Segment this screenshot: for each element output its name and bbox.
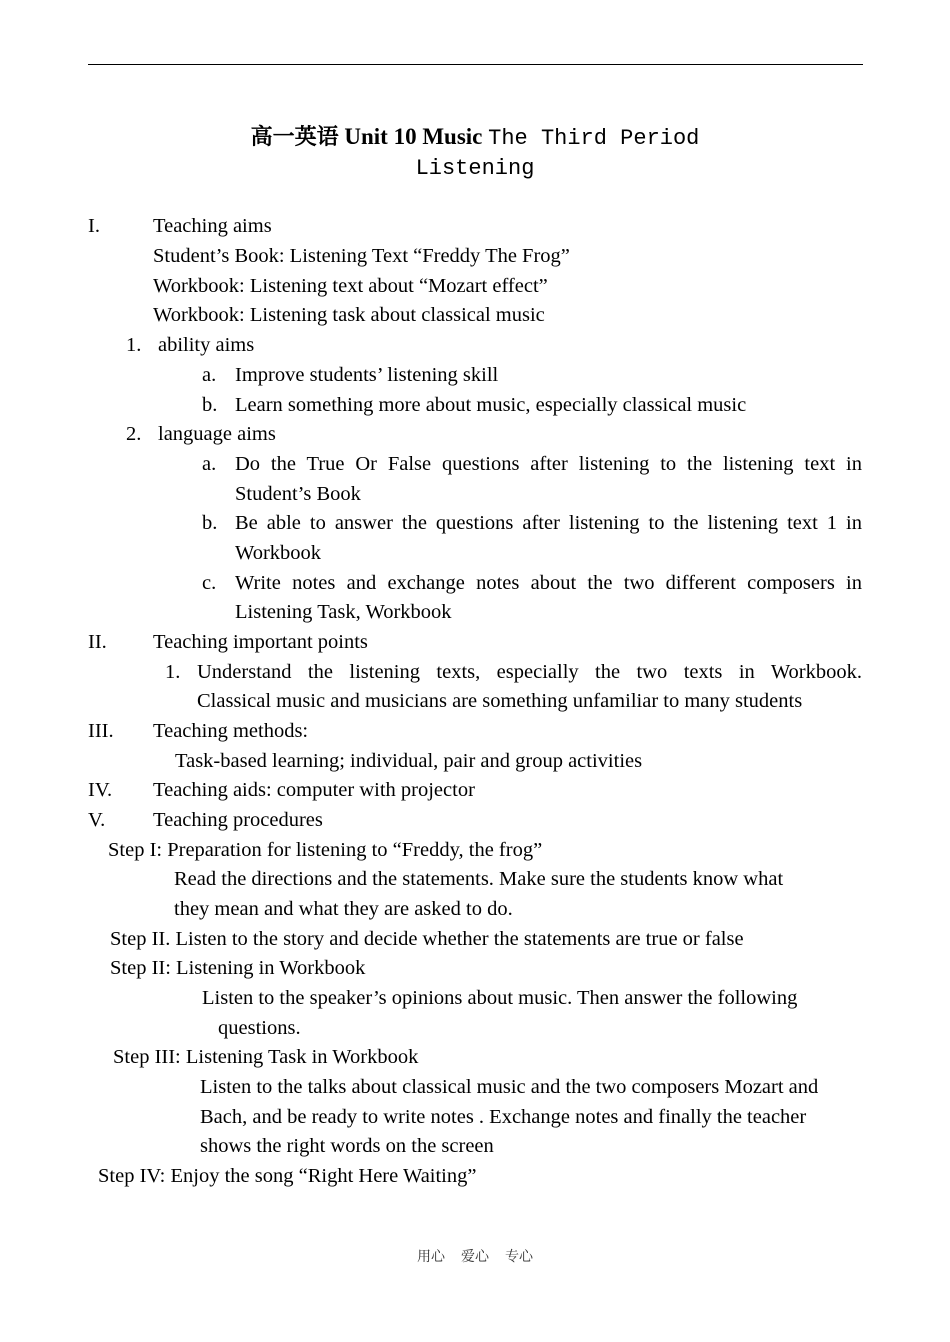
language-c-text-2: Listening Task, Workbook xyxy=(235,601,452,623)
section-5-heading: Teaching procedures xyxy=(153,809,323,831)
step-3-detail-2: Bach, and be ready to write notes . Exchange notes and finally the teacher xyxy=(200,1106,807,1128)
points-item-number: 1. xyxy=(165,661,181,683)
step-1-heading: Step I: Preparation for listening to “Freddy, the frog” xyxy=(108,839,543,861)
title-chinese: 高一英语 xyxy=(250,125,339,150)
step-1-detail-1: Read the directions and the statements. Make sure the students know what xyxy=(174,868,784,890)
language-c-marker: c. xyxy=(202,572,217,594)
ability-a-marker: a. xyxy=(202,364,217,386)
section-1-number: I. xyxy=(88,215,100,237)
step-2b-detail-1: Listen to the speaker’s opinions about music. Then answer the following xyxy=(202,987,798,1009)
step-3-detail-3: shows the right words on the screen xyxy=(200,1135,494,1157)
step-2b-detail-2: questions. xyxy=(218,1017,301,1039)
step-1-detail-2: they mean and what they are asked to do. xyxy=(174,898,513,920)
page-subtitle xyxy=(0,152,950,184)
page-footer xyxy=(0,1246,950,1266)
section-2-number: II. xyxy=(88,631,107,653)
points-item-text-1: Understand the listening texts, especially the two texts in Workbook. xyxy=(197,661,862,683)
language-a-text-1: Do the True Or False questions after listening to the listening text in xyxy=(235,453,862,475)
language-c-text-1: Write notes and exchange notes about the two different composers in xyxy=(235,572,862,594)
section-3-heading: Teaching methods: xyxy=(153,720,309,742)
section-5-number: V. xyxy=(88,809,106,831)
footer-word-3: 专心 xyxy=(505,1249,533,1265)
section-3-number: III. xyxy=(88,720,114,742)
points-item-text-2: Classical music and musicians are something unfamiliar to many students xyxy=(197,690,803,712)
language-aims-heading: language aims xyxy=(158,423,276,445)
step-3-heading: Step III: Listening Task in Workbook xyxy=(113,1046,419,1068)
ability-aims-number: 1. xyxy=(126,334,142,356)
aims-line-3: Workbook: Listening task about classical music xyxy=(153,304,545,326)
ability-a-text: Improve students’ listening skill xyxy=(235,364,499,386)
ability-b-text: Learn something more about music, especially classical music xyxy=(235,394,747,416)
section-4-number: IV. xyxy=(88,779,113,801)
header-rule xyxy=(88,64,863,65)
section-2-heading: Teaching important points xyxy=(153,631,368,653)
language-b-text-2: Workbook xyxy=(235,542,322,564)
section-4-heading: Teaching aids: computer with projector xyxy=(153,779,475,801)
footer-word-2: 爱心 xyxy=(461,1249,489,1265)
language-b-text-1: Be able to answer the questions after listening to the listening text 1 in xyxy=(235,512,862,534)
ability-aims-heading: ability aims xyxy=(158,334,255,356)
methods-text: Task-based learning; individual, pair and group activities xyxy=(175,750,643,772)
title-listening: Listening xyxy=(415,156,535,181)
language-b-marker: b. xyxy=(202,512,218,534)
title-period: The Third Period xyxy=(488,126,700,151)
step-2b-heading: Step II: Listening in Workbook xyxy=(110,957,366,979)
language-a-text-2: Student’s Book xyxy=(235,483,361,505)
section-1-heading: Teaching aims xyxy=(153,215,272,237)
title-unit: Unit 10 Music xyxy=(344,124,483,149)
aims-line-2: Workbook: Listening text about “Mozart effect” xyxy=(153,275,548,297)
page-title xyxy=(0,122,950,154)
ability-b-marker: b. xyxy=(202,394,218,416)
language-a-marker: a. xyxy=(202,453,217,475)
aims-line-1: Student’s Book: Listening Text “Freddy The Frog” xyxy=(153,245,570,267)
language-aims-number: 2. xyxy=(126,423,142,445)
footer-word-1: 用心 xyxy=(417,1249,445,1265)
step-2a-heading: Step II. Listen to the story and decide whether the statements are true or false xyxy=(110,928,744,950)
step-3-detail-1: Listen to the talks about classical music and the two composers Mozart and xyxy=(200,1076,819,1098)
step-4-heading: Step IV: Enjoy the song “Right Here Waiting” xyxy=(98,1165,477,1187)
